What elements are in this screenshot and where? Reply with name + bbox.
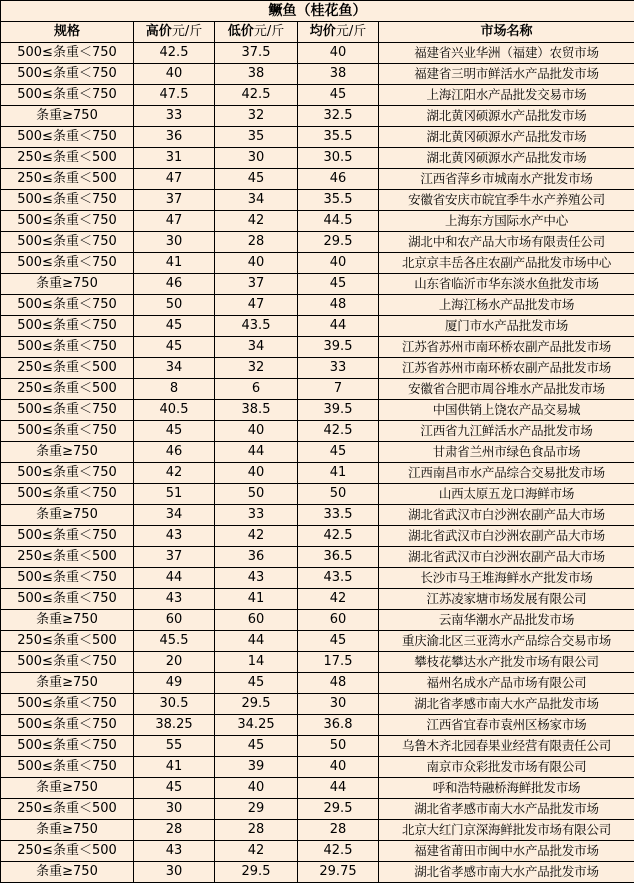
cell-avg: 50 <box>298 736 379 757</box>
cell-avg: 40 <box>298 43 379 64</box>
table-row <box>1 736 634 757</box>
cell-high: 46 <box>134 442 215 463</box>
cell-spec: 条重≥750 <box>1 778 134 799</box>
table-row <box>1 316 634 337</box>
cell-high: 42 <box>134 463 215 484</box>
cell-market: 湖北省武汉市白沙洲农副产品大市场 <box>379 505 634 526</box>
table-row <box>1 694 634 715</box>
cell-market: 重庆渝北区三亚湾水产品综合交易市场 <box>379 631 634 652</box>
title-row <box>1 1 634 22</box>
cell-avg: 36.8 <box>298 715 379 736</box>
cell-low: 45 <box>215 736 298 757</box>
cell-low: 38 <box>215 64 298 85</box>
cell-market: 安徽省合肥市周谷堆水产品批发市场 <box>379 379 634 400</box>
cell-high: 40.5 <box>134 400 215 421</box>
cell-low: 34 <box>215 337 298 358</box>
cell-low: 30 <box>215 148 298 169</box>
cell-avg: 30.5 <box>298 148 379 169</box>
cell-avg: 33 <box>298 358 379 379</box>
table-body <box>1 43 634 883</box>
cell-high: 43 <box>134 526 215 547</box>
table-row <box>1 652 634 673</box>
cell-high: 38.25 <box>134 715 215 736</box>
cell-avg: 29.5 <box>298 232 379 253</box>
header-low-unit: 元/斤 <box>253 24 285 39</box>
cell-low: 40 <box>215 778 298 799</box>
cell-spec: 条重≥750 <box>1 862 134 883</box>
header-avg-label: 均价 <box>309 24 336 39</box>
cell-avg: 48 <box>298 295 379 316</box>
cell-avg: 45 <box>298 442 379 463</box>
table-title: 鳜鱼（桂花鱼） <box>1 1 634 22</box>
cell-avg: 29.75 <box>298 862 379 883</box>
cell-market: 湖北中和农产品大市场有限责任公司 <box>379 232 634 253</box>
cell-market: 江苏省苏州市南环桥农副产品批发市场 <box>379 358 634 379</box>
cell-spec: 500≤条重＜750 <box>1 526 134 547</box>
header-avg-unit: 元/斤 <box>335 24 367 39</box>
cell-market: 山西太原五龙口海鲜市场 <box>379 484 634 505</box>
cell-spec: 500≤条重＜750 <box>1 43 134 64</box>
table-row <box>1 442 634 463</box>
cell-avg: 36.5 <box>298 547 379 568</box>
cell-avg: 39.5 <box>298 337 379 358</box>
table-row <box>1 799 634 820</box>
table-row <box>1 190 634 211</box>
cell-low: 28 <box>215 232 298 253</box>
cell-high: 47 <box>134 169 215 190</box>
table-row <box>1 64 634 85</box>
table-row <box>1 820 634 841</box>
cell-low: 29 <box>215 799 298 820</box>
cell-high: 37 <box>134 547 215 568</box>
cell-high: 20 <box>134 652 215 673</box>
cell-avg: 42.5 <box>298 841 379 862</box>
cell-high: 45.5 <box>134 631 215 652</box>
cell-market: 福建省莆田市闽中水产品批发市场 <box>379 841 634 862</box>
cell-spec: 500≤条重＜750 <box>1 652 134 673</box>
cell-high: 47 <box>134 211 215 232</box>
cell-spec: 250≤条重＜500 <box>1 547 134 568</box>
cell-market: 北京大红门京深海鲜批发市场有限公司 <box>379 820 634 841</box>
table-row <box>1 253 634 274</box>
cell-market: 厦门市水产品批发市场 <box>379 316 634 337</box>
cell-low: 47 <box>215 295 298 316</box>
cell-high: 34 <box>134 505 215 526</box>
cell-low: 34.25 <box>215 715 298 736</box>
cell-low: 36 <box>215 547 298 568</box>
cell-market: 南京市众彩批发市场有限公司 <box>379 757 634 778</box>
cell-low: 44 <box>215 442 298 463</box>
cell-avg: 40 <box>298 253 379 274</box>
cell-low: 37 <box>215 274 298 295</box>
cell-low: 34 <box>215 190 298 211</box>
cell-high: 30 <box>134 799 215 820</box>
cell-market: 江西省宜春市袁州区杨家市场 <box>379 715 634 736</box>
cell-high: 51 <box>134 484 215 505</box>
cell-high: 36 <box>134 127 215 148</box>
cell-market: 长沙市马王堆海鲜水产批发市场 <box>379 568 634 589</box>
cell-low: 42 <box>215 526 298 547</box>
cell-high: 45 <box>134 778 215 799</box>
cell-market: 湖北黄冈硕源水产品批发市场 <box>379 106 634 127</box>
cell-spec: 500≤条重＜750 <box>1 316 134 337</box>
cell-spec: 500≤条重＜750 <box>1 736 134 757</box>
cell-low: 43 <box>215 568 298 589</box>
cell-spec: 250≤条重＜500 <box>1 841 134 862</box>
table-row <box>1 379 634 400</box>
cell-spec: 500≤条重＜750 <box>1 715 134 736</box>
cell-avg: 44.5 <box>298 211 379 232</box>
cell-high: 44 <box>134 568 215 589</box>
cell-market: 山东省临沂市华东淡水鱼批发市场 <box>379 274 634 295</box>
header-spec: 规格 <box>1 22 134 43</box>
cell-spec: 500≤条重＜750 <box>1 190 134 211</box>
cell-low: 43.5 <box>215 316 298 337</box>
table-row <box>1 232 634 253</box>
cell-avg: 44 <box>298 778 379 799</box>
cell-spec: 500≤条重＜750 <box>1 85 134 106</box>
table-row <box>1 673 634 694</box>
header-avg <box>298 22 379 43</box>
cell-market: 湖北黄冈硕源水产品批发市场 <box>379 148 634 169</box>
table-row <box>1 274 634 295</box>
cell-high: 33 <box>134 106 215 127</box>
cell-avg: 35.5 <box>298 127 379 148</box>
cell-low: 38.5 <box>215 400 298 421</box>
cell-high: 8 <box>134 379 215 400</box>
cell-high: 60 <box>134 610 215 631</box>
cell-high: 30 <box>134 232 215 253</box>
table-row <box>1 400 634 421</box>
table-row <box>1 211 634 232</box>
cell-low: 42 <box>215 211 298 232</box>
cell-avg: 33.5 <box>298 505 379 526</box>
cell-low: 45 <box>215 169 298 190</box>
cell-spec: 250≤条重＜500 <box>1 358 134 379</box>
cell-spec: 条重≥750 <box>1 505 134 526</box>
cell-low: 60 <box>215 610 298 631</box>
cell-avg: 41 <box>298 463 379 484</box>
cell-spec: 条重≥750 <box>1 610 134 631</box>
cell-avg: 30 <box>298 694 379 715</box>
cell-spec: 500≤条重＜750 <box>1 421 134 442</box>
cell-market: 云南华潮水产品批发市场 <box>379 610 634 631</box>
table-row <box>1 862 634 883</box>
cell-avg: 40 <box>298 757 379 778</box>
cell-low: 33 <box>215 505 298 526</box>
cell-high: 31 <box>134 148 215 169</box>
cell-high: 47.5 <box>134 85 215 106</box>
cell-market: 福州名成水产品市场有限公司 <box>379 673 634 694</box>
cell-low: 40 <box>215 421 298 442</box>
cell-spec: 条重≥750 <box>1 106 134 127</box>
cell-high: 45 <box>134 421 215 442</box>
cell-low: 14 <box>215 652 298 673</box>
header-market: 市场名称 <box>379 22 634 43</box>
cell-spec: 500≤条重＜750 <box>1 463 134 484</box>
table-row <box>1 631 634 652</box>
table-row <box>1 106 634 127</box>
cell-spec: 500≤条重＜750 <box>1 64 134 85</box>
cell-avg: 50 <box>298 484 379 505</box>
cell-spec: 条重≥750 <box>1 274 134 295</box>
cell-spec: 500≤条重＜750 <box>1 484 134 505</box>
cell-low: 29.5 <box>215 694 298 715</box>
cell-low: 6 <box>215 379 298 400</box>
table-row <box>1 778 634 799</box>
table-row <box>1 421 634 442</box>
cell-spec: 500≤条重＜750 <box>1 232 134 253</box>
cell-market: 湖北省孝感市南大水产品批发市场 <box>379 799 634 820</box>
cell-market: 湖北省孝感市南大水产品批发市场 <box>379 694 634 715</box>
cell-high: 45 <box>134 337 215 358</box>
header-high <box>134 22 215 43</box>
cell-spec: 500≤条重＜750 <box>1 589 134 610</box>
cell-avg: 42.5 <box>298 421 379 442</box>
cell-spec: 条重≥750 <box>1 820 134 841</box>
cell-spec: 250≤条重＜500 <box>1 169 134 190</box>
cell-avg: 42.5 <box>298 526 379 547</box>
cell-low: 40 <box>215 463 298 484</box>
table-row <box>1 715 634 736</box>
table-row <box>1 148 634 169</box>
table-row <box>1 295 634 316</box>
cell-high: 45 <box>134 316 215 337</box>
cell-avg: 43.5 <box>298 568 379 589</box>
cell-avg: 48 <box>298 673 379 694</box>
cell-avg: 39.5 <box>298 400 379 421</box>
cell-spec: 500≤条重＜750 <box>1 337 134 358</box>
cell-market: 福建省三明市鲜活水产品批发市场 <box>379 64 634 85</box>
cell-avg: 32.5 <box>298 106 379 127</box>
cell-low: 28 <box>215 820 298 841</box>
cell-high: 49 <box>134 673 215 694</box>
cell-spec: 250≤条重＜500 <box>1 148 134 169</box>
cell-spec: 条重≥750 <box>1 673 134 694</box>
cell-market: 湖北省武汉市白沙洲农副产品大市场 <box>379 547 634 568</box>
cell-market: 福建省兴业华洲（福建）农贸市场 <box>379 43 634 64</box>
cell-high: 41 <box>134 757 215 778</box>
cell-spec: 250≤条重＜500 <box>1 799 134 820</box>
cell-spec: 500≤条重＜750 <box>1 568 134 589</box>
table-row <box>1 757 634 778</box>
cell-high: 34 <box>134 358 215 379</box>
table-row <box>1 337 634 358</box>
cell-low: 45 <box>215 673 298 694</box>
cell-market: 甘肃省兰州市绿色食品市场 <box>379 442 634 463</box>
cell-low: 39 <box>215 757 298 778</box>
cell-high: 28 <box>134 820 215 841</box>
table-row <box>1 85 634 106</box>
table-row <box>1 463 634 484</box>
table-row <box>1 568 634 589</box>
cell-avg: 17.5 <box>298 652 379 673</box>
cell-market: 上海江阳水产品批发交易市场 <box>379 85 634 106</box>
cell-spec: 250≤条重＜500 <box>1 631 134 652</box>
header-low <box>215 22 298 43</box>
cell-market: 上海东方国际水产中心 <box>379 211 634 232</box>
cell-market: 北京京丰岳各庄农副产品批发市场中心 <box>379 253 634 274</box>
cell-spec: 500≤条重＜750 <box>1 295 134 316</box>
cell-high: 37 <box>134 190 215 211</box>
cell-avg: 38 <box>298 64 379 85</box>
cell-avg: 28 <box>298 820 379 841</box>
cell-market: 江西南昌市水产品综合交易批发市场 <box>379 463 634 484</box>
cell-spec: 500≤条重＜750 <box>1 694 134 715</box>
cell-spec: 条重≥750 <box>1 442 134 463</box>
cell-spec: 500≤条重＜750 <box>1 757 134 778</box>
cell-low: 50 <box>215 484 298 505</box>
cell-high: 42.5 <box>134 43 215 64</box>
cell-spec: 250≤条重＜500 <box>1 379 134 400</box>
cell-spec: 500≤条重＜750 <box>1 127 134 148</box>
table-row <box>1 484 634 505</box>
cell-high: 41 <box>134 253 215 274</box>
header-high-label: 高价 <box>145 24 172 39</box>
cell-avg: 45 <box>298 85 379 106</box>
cell-market: 江西省萍乡市城南水产批发市场 <box>379 169 634 190</box>
table-row <box>1 358 634 379</box>
cell-low: 42 <box>215 841 298 862</box>
cell-high: 40 <box>134 64 215 85</box>
cell-low: 44 <box>215 631 298 652</box>
cell-market: 湖北黄冈硕源水产品批发市场 <box>379 127 634 148</box>
cell-market: 上海江杨水产品批发市场 <box>379 295 634 316</box>
header-low-label: 低价 <box>227 24 254 39</box>
cell-market: 攀枝花攀达水产批发市场有限公司 <box>379 652 634 673</box>
cell-low: 42.5 <box>215 85 298 106</box>
cell-avg: 45 <box>298 631 379 652</box>
cell-low: 35 <box>215 127 298 148</box>
table-row <box>1 841 634 862</box>
cell-low: 37.5 <box>215 43 298 64</box>
cell-market: 安徽省安庆市皖宜季牛水产养殖公司 <box>379 190 634 211</box>
table-row <box>1 169 634 190</box>
cell-high: 43 <box>134 841 215 862</box>
header-row <box>1 22 634 43</box>
cell-high: 46 <box>134 274 215 295</box>
cell-market: 中国供销上饶农产品交易城 <box>379 400 634 421</box>
cell-avg: 45 <box>298 274 379 295</box>
cell-high: 55 <box>134 736 215 757</box>
cell-avg: 42 <box>298 589 379 610</box>
cell-high: 43 <box>134 589 215 610</box>
cell-spec: 500≤条重＜750 <box>1 400 134 421</box>
cell-high: 50 <box>134 295 215 316</box>
cell-avg: 44 <box>298 316 379 337</box>
table-row <box>1 43 634 64</box>
cell-market: 呼和浩特融桥海鲜批发市场 <box>379 778 634 799</box>
cell-avg: 35.5 <box>298 190 379 211</box>
cell-market: 江苏凌家塘市场发展有限公司 <box>379 589 634 610</box>
cell-high: 30.5 <box>134 694 215 715</box>
cell-market: 湖北省武汉市白沙洲农副产品大市场 <box>379 526 634 547</box>
table-row <box>1 526 634 547</box>
cell-low: 29.5 <box>215 862 298 883</box>
cell-spec: 500≤条重＜750 <box>1 211 134 232</box>
cell-low: 32 <box>215 106 298 127</box>
cell-market: 湖北省孝感市南大水产品批发市场 <box>379 862 634 883</box>
cell-low: 32 <box>215 358 298 379</box>
cell-low: 41 <box>215 589 298 610</box>
cell-high: 30 <box>134 862 215 883</box>
cell-spec: 500≤条重＜750 <box>1 253 134 274</box>
cell-avg: 46 <box>298 169 379 190</box>
table-row <box>1 547 634 568</box>
cell-market: 乌鲁木齐北园春果业经营有限责任公司 <box>379 736 634 757</box>
table-row <box>1 610 634 631</box>
cell-market: 江西省九江鲜活水产品批发市场 <box>379 421 634 442</box>
header-high-unit: 元/斤 <box>171 24 203 39</box>
table-row <box>1 505 634 526</box>
cell-market: 江苏省苏州市南环桥农副产品批发市场 <box>379 337 634 358</box>
cell-low: 40 <box>215 253 298 274</box>
cell-avg: 7 <box>298 379 379 400</box>
cell-avg: 29.5 <box>298 799 379 820</box>
table-row <box>1 589 634 610</box>
table-row <box>1 127 634 148</box>
cell-avg: 60 <box>298 610 379 631</box>
